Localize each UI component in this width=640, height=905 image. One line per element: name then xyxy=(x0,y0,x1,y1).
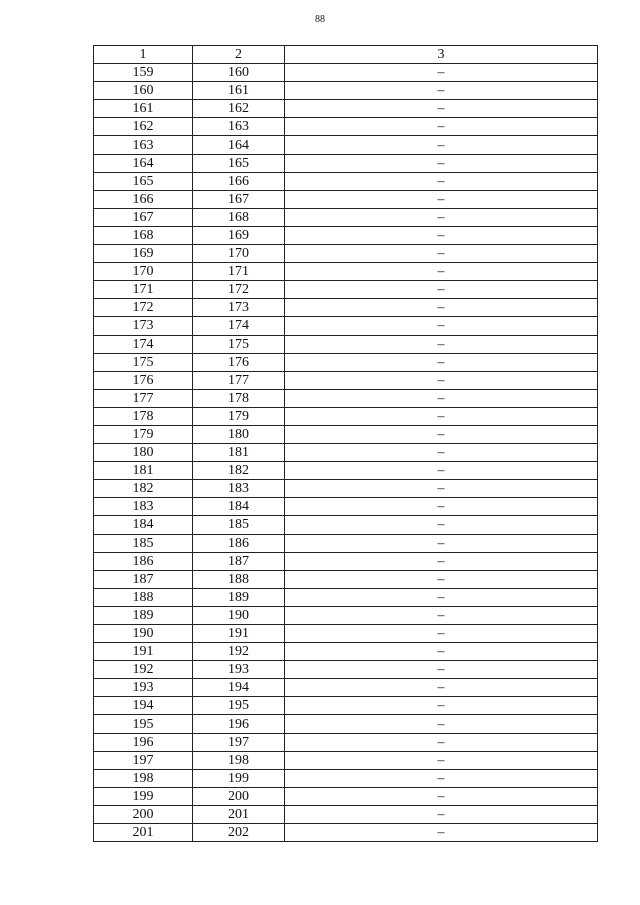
data-table xyxy=(93,45,598,842)
table-cell-col-1: 185 xyxy=(94,534,193,552)
table-row xyxy=(94,805,598,823)
table-row xyxy=(94,679,598,697)
table-cell-col-2: 179 xyxy=(193,407,285,425)
table-row xyxy=(94,245,598,263)
table-row xyxy=(94,570,598,588)
table-cell-col-1: 189 xyxy=(94,606,193,624)
table-cell-col-3: – xyxy=(285,190,598,208)
table-cell-col-2: 191 xyxy=(193,625,285,643)
table-cell-col-1: 164 xyxy=(94,154,193,172)
table-cell-col-3: – xyxy=(285,534,598,552)
table-row xyxy=(94,317,598,335)
table-cell-col-2: 189 xyxy=(193,588,285,606)
table-cell-col-2: 171 xyxy=(193,263,285,281)
table-cell-col-1: 175 xyxy=(94,353,193,371)
table-cell-col-2: 175 xyxy=(193,335,285,353)
table-cell-col-3: – xyxy=(285,824,598,842)
table-row xyxy=(94,733,598,751)
table-cell-col-2: 166 xyxy=(193,172,285,190)
table-row xyxy=(94,118,598,136)
table-cell-col-2: 162 xyxy=(193,100,285,118)
table-cell-col-3: – xyxy=(285,625,598,643)
table-row xyxy=(94,552,598,570)
table-cell-col-2: 180 xyxy=(193,425,285,443)
table-cell-col-3: – xyxy=(285,697,598,715)
table-cell-col-3: – xyxy=(285,317,598,335)
table-cell-col-2: 196 xyxy=(193,715,285,733)
table-cell-col-3: – xyxy=(285,552,598,570)
table-cell-col-1: 177 xyxy=(94,389,193,407)
table-cell-col-3: – xyxy=(285,82,598,100)
table-cell-col-3: – xyxy=(285,281,598,299)
table-cell-col-3: – xyxy=(285,733,598,751)
table-cell-col-1: 198 xyxy=(94,769,193,787)
table-cell-col-3: – xyxy=(285,480,598,498)
table-cell-col-2: 183 xyxy=(193,480,285,498)
table-cell-col-3: – xyxy=(285,407,598,425)
table-header xyxy=(94,46,598,64)
table-cell-col-1: 167 xyxy=(94,208,193,226)
table-cell-col-2: 197 xyxy=(193,733,285,751)
table-row xyxy=(94,516,598,534)
table-row xyxy=(94,335,598,353)
table-cell-col-3: – xyxy=(285,389,598,407)
table-cell-col-1: 183 xyxy=(94,498,193,516)
table-row xyxy=(94,769,598,787)
table-cell-col-3: – xyxy=(285,588,598,606)
table-cell-col-3: – xyxy=(285,606,598,624)
table-row xyxy=(94,751,598,769)
table-cell-col-1: 176 xyxy=(94,371,193,389)
table-cell-col-2: 173 xyxy=(193,299,285,317)
table-cell-col-1: 171 xyxy=(94,281,193,299)
table-cell-col-3: – xyxy=(285,516,598,534)
table-cell-col-2: 190 xyxy=(193,606,285,624)
table-cell-col-2: 188 xyxy=(193,570,285,588)
table-cell-col-3: – xyxy=(285,100,598,118)
table-cell-col-3: – xyxy=(285,208,598,226)
table-cell-col-2: 168 xyxy=(193,208,285,226)
table-cell-col-1: 182 xyxy=(94,480,193,498)
table-cell-col-1: 184 xyxy=(94,516,193,534)
table-cell-col-3: – xyxy=(285,64,598,82)
table-row xyxy=(94,534,598,552)
table-cell-col-2: 169 xyxy=(193,226,285,244)
table-cell-col-1: 192 xyxy=(94,661,193,679)
table-cell-col-2: 200 xyxy=(193,787,285,805)
table-row xyxy=(94,407,598,425)
table-cell-col-3: – xyxy=(285,154,598,172)
table-cell-col-1: 186 xyxy=(94,552,193,570)
table-cell-col-1: 191 xyxy=(94,643,193,661)
table-cell-col-3: – xyxy=(285,679,598,697)
table-row xyxy=(94,480,598,498)
table-body xyxy=(94,64,598,842)
table-cell-col-2: 186 xyxy=(193,534,285,552)
table-row xyxy=(94,136,598,154)
column-header-2: 2 xyxy=(193,46,285,64)
table-cell-col-1: 188 xyxy=(94,588,193,606)
column-header-3: 3 xyxy=(285,46,598,64)
table-cell-col-3: – xyxy=(285,335,598,353)
table-row xyxy=(94,100,598,118)
table-cell-col-1: 163 xyxy=(94,136,193,154)
table-cell-col-1: 172 xyxy=(94,299,193,317)
table-cell-col-1: 168 xyxy=(94,226,193,244)
table-cell-col-2: 161 xyxy=(193,82,285,100)
table-cell-col-1: 194 xyxy=(94,697,193,715)
table-row xyxy=(94,172,598,190)
table-row xyxy=(94,661,598,679)
table-row xyxy=(94,787,598,805)
table-row xyxy=(94,715,598,733)
table-row xyxy=(94,498,598,516)
table-cell-col-1: 159 xyxy=(94,64,193,82)
table-row xyxy=(94,389,598,407)
table-cell-col-2: 198 xyxy=(193,751,285,769)
table-cell-col-2: 192 xyxy=(193,643,285,661)
table-row xyxy=(94,353,598,371)
table-cell-col-2: 202 xyxy=(193,824,285,842)
table-cell-col-3: – xyxy=(285,661,598,679)
table-cell-col-2: 181 xyxy=(193,444,285,462)
table-cell-col-2: 193 xyxy=(193,661,285,679)
table-cell-col-2: 194 xyxy=(193,679,285,697)
table-row xyxy=(94,697,598,715)
table-cell-col-2: 187 xyxy=(193,552,285,570)
table-cell-col-2: 165 xyxy=(193,154,285,172)
table-cell-col-1: 179 xyxy=(94,425,193,443)
table-row xyxy=(94,625,598,643)
table-row xyxy=(94,281,598,299)
table-cell-col-1: 170 xyxy=(94,263,193,281)
table-cell-col-3: – xyxy=(285,715,598,733)
table-row xyxy=(94,371,598,389)
table-cell-col-2: 172 xyxy=(193,281,285,299)
table-cell-col-1: 200 xyxy=(94,805,193,823)
table-row xyxy=(94,643,598,661)
table-cell-col-2: 164 xyxy=(193,136,285,154)
table-row xyxy=(94,462,598,480)
table-cell-col-3: – xyxy=(285,570,598,588)
table-cell-col-2: 182 xyxy=(193,462,285,480)
table-cell-col-1: 201 xyxy=(94,824,193,842)
table-cell-col-1: 196 xyxy=(94,733,193,751)
table-cell-col-3: – xyxy=(285,299,598,317)
table-row xyxy=(94,299,598,317)
table-cell-col-3: – xyxy=(285,226,598,244)
table-row xyxy=(94,64,598,82)
table-cell-col-1: 174 xyxy=(94,335,193,353)
table-cell-col-1: 187 xyxy=(94,570,193,588)
table-cell-col-1: 199 xyxy=(94,787,193,805)
table-cell-col-3: – xyxy=(285,805,598,823)
table-cell-col-3: – xyxy=(285,787,598,805)
table-cell-col-1: 165 xyxy=(94,172,193,190)
table-cell-col-3: – xyxy=(285,751,598,769)
table-cell-col-1: 181 xyxy=(94,462,193,480)
table-cell-col-2: 163 xyxy=(193,118,285,136)
table-cell-col-1: 180 xyxy=(94,444,193,462)
table-cell-col-2: 199 xyxy=(193,769,285,787)
table-cell-col-1: 173 xyxy=(94,317,193,335)
table-cell-col-2: 185 xyxy=(193,516,285,534)
table-cell-col-3: – xyxy=(285,263,598,281)
column-header-1: 1 xyxy=(94,46,193,64)
table-cell-col-1: 161 xyxy=(94,100,193,118)
table-cell-col-3: – xyxy=(285,444,598,462)
table-cell-col-3: – xyxy=(285,498,598,516)
table-row xyxy=(94,226,598,244)
table-row xyxy=(94,824,598,842)
table-cell-col-3: – xyxy=(285,371,598,389)
table-cell-col-3: – xyxy=(285,245,598,263)
header-row xyxy=(94,46,598,64)
table-cell-col-2: 170 xyxy=(193,245,285,263)
table-cell-col-1: 160 xyxy=(94,82,193,100)
table-cell-col-3: – xyxy=(285,425,598,443)
table-cell-col-2: 167 xyxy=(193,190,285,208)
table-cell-col-2: 195 xyxy=(193,697,285,715)
table-cell-col-3: – xyxy=(285,462,598,480)
table-row xyxy=(94,588,598,606)
table-cell-col-3: – xyxy=(285,643,598,661)
page-number: 88 xyxy=(315,14,325,25)
table-cell-col-3: – xyxy=(285,118,598,136)
table-row xyxy=(94,444,598,462)
table-cell-col-2: 160 xyxy=(193,64,285,82)
table-cell-col-1: 195 xyxy=(94,715,193,733)
table-cell-col-2: 184 xyxy=(193,498,285,516)
table-cell-col-3: – xyxy=(285,172,598,190)
table-cell-col-1: 190 xyxy=(94,625,193,643)
table-cell-col-2: 201 xyxy=(193,805,285,823)
table-row xyxy=(94,425,598,443)
table-cell-col-2: 176 xyxy=(193,353,285,371)
table-cell-col-3: – xyxy=(285,136,598,154)
table-cell-col-1: 193 xyxy=(94,679,193,697)
table-cell-col-1: 169 xyxy=(94,245,193,263)
table-cell-col-3: – xyxy=(285,769,598,787)
table-cell-col-2: 178 xyxy=(193,389,285,407)
table-cell-col-3: – xyxy=(285,353,598,371)
table-cell-col-1: 197 xyxy=(94,751,193,769)
table-row xyxy=(94,190,598,208)
table-row xyxy=(94,208,598,226)
table-cell-col-1: 162 xyxy=(94,118,193,136)
table-cell-col-2: 177 xyxy=(193,371,285,389)
table-cell-col-2: 174 xyxy=(193,317,285,335)
table-row xyxy=(94,154,598,172)
table-cell-col-1: 166 xyxy=(94,190,193,208)
table-row xyxy=(94,606,598,624)
table-cell-col-1: 178 xyxy=(94,407,193,425)
table-row xyxy=(94,82,598,100)
table-row xyxy=(94,263,598,281)
